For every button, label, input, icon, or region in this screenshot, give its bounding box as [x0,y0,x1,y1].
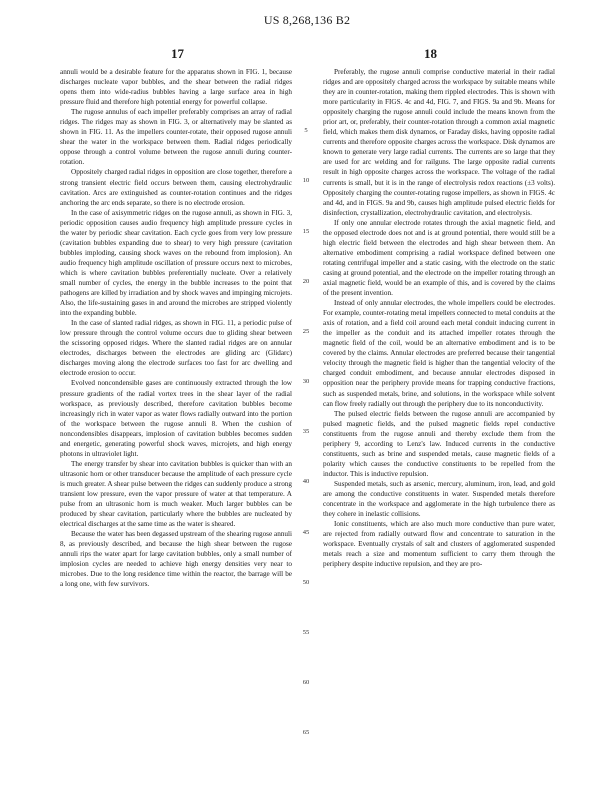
paragraph: Suspended metals, such as arsenic, mercury, aluminum, iron, lead, and gold are among the conductive constituents in water. Suspended metals therefore concentrate in the workspace and agglomerate in the high turbulence there as they cohere in inelastic collisions. [323,479,555,519]
paragraph: The pulsed electric fields between the rugose annuli are accompanied by pulsed magnetic fields, and the pulsed magnetic fields repel conductive constituents from the rugose annuli and thereby exclude them from the periphery 9, according to Lenz's law. Induced currents in the conductive constituents, such as brine and suspended metals, cause magnetic fields of a polarity which causes the conductive constituents to be repelled from the inductor. This is inductive repulsion. [323,409,555,478]
line-number: 10 [302,177,310,184]
left-column [60,67,292,782]
paragraph: Because the water has been degassed upstream of the shearing rugose annuli 8, as previously described, and because the high shear between the rugose annuli rips the water apart for large cavitation bubbles, only a small number of implosion cycles are needed to achieve high energy densities very near to microbes. Due to the long residence time within the reactor, the barrage will be a long one, with few survivors. [60,530,292,589]
line-number: 40 [302,478,310,485]
paragraph: The energy transfer by shear into cavitation bubbles is quicker than with an ultrasonic horn or other transducer because the amplitude of each pressure cycle is much greater. A shear pulse between the ridges can suddenly produce a strong transient low pressure, even the vapor pressure of water at that temperature. A pulse from an ultrasonic horn is much weaker. Much larger bubbles can be produced by shear cavitation, particularly where the bubbles are nucleated by electrical discharges at the same time as the water is sheared. [60,459,292,529]
paragraph: Preferably, the rugose annuli comprise conductive material in their radial ridges and are oppositely charged across the workspace by suitable means while they are in counter-rotation, making them rippled electrodes. This is shown with more particularity in FIGS. 4c and 4d, FIG. 7, and FIGS. 9a and 9b. Means for oppositely charging the rugose annuli could include the means known from the prior art, or, preferably, their counter-rotation through a common axial magnetic field, which makes them disk dynamos, or Faraday disks, having opposite radial currents and therefore opposite charges across the workspace. Disk dynamos are known to generate very large radial currents. The currents are so large that they are used for arc welding and for railguns. The large opposite radial currents result in high opposite charges across the workspace. The voltage of the radial currents is small, but it is in the range of electrolysis redox reactions (±3 volts). Oppositely charging the counter-rotating rugose impellers, as shown in FIGS. 4c and 4d, and in FIGS. 9a and 9b, causes high amplitude pulsed electric fields for disinfection, crystallization, electrohydraulic cavitation, and electrolysis. [323,68,555,217]
line-number: 25 [302,328,310,335]
line-number: 30 [302,378,310,385]
paragraph: In the case of axisymmetric ridges on the rugose annuli, as shown in FIG. 3, periodic opposition causes audio frequency high amplitude pressure cycles in the water by periodic shear cavitation. Each cycle goes from very low pressure (cavitation bubbles expanding due to shear) to very high pressure (cavitation bubbles imploding, causing shock waves on the rebound from implosion). An audio frequency high amplitude oscillation of pressure occurs next to microbes, which is where cavitation bubbles preferentially nucleate. Over a relatively small number of cycles, the energy in the bubble increases to the point that pathogens are killed by irradiation and by shock waves and impinging microjets. Also, the life-sustaining gases in and around the microbes are stripped violently into the expanding bubble. [60,208,292,318]
line-number: 60 [302,679,310,686]
line-number: 5 [304,127,308,134]
line-number: 65 [302,729,310,736]
paragraph: annuli would be a desirable feature for the apparatus shown in FIG. 1, because discharges nucleate vapor bubbles, and the shear between the radial ridges opens them into wide-radius bubbles having a large surface area in high pressure fluid and therefore high potential energy for powerful collapse. [60,68,292,107]
paragraph: Ionic constituents, which are also much more conductive than pure water, are rejected from radially outward flow and concentrate to saturation in the workspace. Eventually crystals of salt and clusters of agglomerated suspended metals reach a size and momentum sufficient to carry them through the periphery despite inductive repulsion, and they are pro- [323,520,555,569]
line-number: 15 [302,228,310,235]
line-number: 55 [302,629,310,636]
right-column [323,67,555,782]
paragraph: The rugose annulus of each impeller preferably comprises an array of radial ridges. The ridges may as shown in FIG. 3, or alternatively may be slanted as shown in FIG. 11. As the impellers counter-rotate, their opposed rugose annuli shear the water in the workspace between them. Radial ridges periodically oppose through a control volume between the rugose annuli during counter-rotation. [60,108,292,167]
line-number: 50 [302,579,310,586]
column-number-left: 17 [171,46,184,61]
paragraph: Evolved noncondensible gases are continuously extracted through the low pressure gradients of the radial vortex trees in the shear layer of the radial workspace, as previously described, therefore cavitation bubbles become increasingly rich in water vapor as water flows radially outward into the portion of the workspace between the rugose annuli 8. When the cushion of noncondensibles disappears, implosion of cavitation bubbles becomes sudden and energetic, generating powerful shock waves, microjets, and high energy photons in ultraviolet light. [60,379,292,458]
paragraph: Instead of only annular electrodes, the whole impellers could be electrodes. For example, counter-rotating metal impellers connected to metal conduits at the axis of rotation, and a field coil around each metal conduit inducing current in the impeller as the conduit and its attached impeller rotates through the magnetic field of the coil, would be an alternative embodiment and is to be covered by the claims. Annular electrodes are preferred because their tangential velocity through the magnetic field is higher than the tangential velocity of the charged conduit embodiment, and because annular electrodes disposed in opposition near the periphery provide means for trapping conductive fractions, such as suspended metals, brine, and solutions, in the workspace while solvent can flow freely radially out through the periphery due to its nonconductivity. [323,299,555,408]
line-number: 20 [302,278,310,285]
line-number: 45 [302,529,310,536]
paragraph: If only one annular electrode rotates through the axial magnetic field, and the opposed electrode does not and is at ground potential, there would still be a high electric field between the electrodes and high shear between them. An alternative embodiment comprising a radial workspace defined between one rotating centrifugal impeller and a static casing, with the electrode on the static casing at ground potential, and the electrode on the impeller rotating through an axial magnetic field, would be an example of this, and is covered by the claims of the present invention. [323,218,555,298]
patent-number: US 8,268,136 B2 [263,13,351,27]
paragraph: Oppositely charged radial ridges in opposition are close together, therefore a strong transient electric field occurs between them, causing electrohydraulic cavitation. Arcs are extinguished as counter-rotation continues and the ridges anchoring the arc ends separate, so there is no electrode erosion. [60,168,292,207]
column-number-right: 18 [424,46,437,61]
line-number: 35 [302,428,310,435]
paragraph: In the case of slanted radial ridges, as shown in FIG. 11, a periodic pulse of low pressure through the control volume occurs due to gliding shear between the scissoring opposed ridges. Where the slanted radial ridges are on annular electrodes, discharges between the electrodes are gliding arc (Glidarc) discharges moving along the electrode surfaces too fast for arc dwelling and electrode erosion to occur. [60,319,292,378]
